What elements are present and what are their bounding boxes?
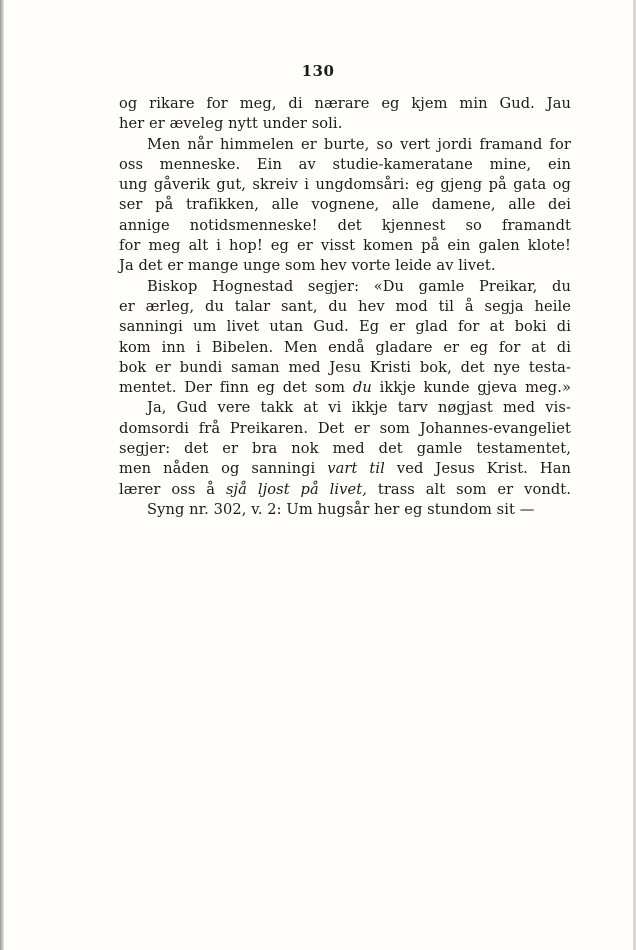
text-segment: bok er bundi saman med Jesu Kristi bok, det nye testa- — [119, 358, 571, 376]
text-segment: ved Jesus Krist. Han — [384, 460, 571, 478]
text-line — [119, 94, 571, 114]
text-segment: Ja, Gud vere takk at vi ikkje tarv nøgjast med vis- — [147, 399, 571, 417]
text-line — [119, 175, 571, 195]
text-segment: Biskop Hognestad segjer: «Du gamle Preikar, du — [147, 277, 571, 295]
text-segment: ser på trafikken, alle vognene, alle damene, alle dei — [119, 196, 571, 214]
text-line — [119, 236, 571, 256]
text-segment: Syng nr. 302, v. 2: Um hugsår her eg stundom sit — — [147, 500, 535, 518]
text-line — [119, 338, 571, 358]
page-number: 130 — [301, 62, 335, 80]
italic-text: sjå ljost på livet, — [225, 480, 367, 498]
text-line — [119, 135, 571, 155]
italic-text: vart til — [327, 460, 385, 478]
text-segment: ikkje kunde gjeva meg.» — [371, 379, 571, 397]
page-edge-shadow — [0, 0, 4, 950]
text-line — [119, 480, 571, 500]
text-segment: oss menneske. Ein av studie-kameratane mine, ein — [119, 155, 571, 173]
italic-text: du — [352, 379, 372, 397]
text-line — [119, 114, 571, 134]
text-segment: sanningi um livet utan Gud. Eg er glad for at boki di — [119, 318, 571, 336]
text-line — [119, 398, 571, 418]
text-segment: er ærleg, du talar sant, du hev mod til å segja heile — [119, 297, 571, 315]
text-segment: domsordi frå Preikaren. Det er som Johannes-evangeliet — [119, 419, 571, 437]
text-line — [119, 277, 571, 297]
text-segment: her er æveleg nytt under soli. — [119, 115, 343, 133]
text-line — [119, 317, 571, 337]
text-segment: ung gåverik gut, skreiv i ungdomsåri: eg gjeng på gata og — [119, 176, 571, 194]
text-segment: kom inn i Bibelen. Men endå gladare er eg for at di — [119, 338, 571, 356]
text-segment: men nåden og sanningi — [119, 460, 328, 478]
text-line — [119, 195, 571, 215]
text-line — [119, 439, 571, 459]
text-segment: mentet. Der finn eg det som — [119, 379, 353, 397]
text-line — [119, 297, 571, 317]
body-text — [119, 94, 571, 520]
text-line — [119, 155, 571, 175]
text-line — [119, 358, 571, 378]
text-segment: trass alt som er vondt. — [366, 480, 571, 498]
text-segment: og rikare for meg, di nærare eg kjem min Gud. Jau — [119, 95, 571, 112]
text-segment: for meg alt i hop! eg er visst komen på ein galen klote! — [119, 237, 571, 255]
text-segment: segjer: det er bra nok med det gamle testamentet, — [119, 440, 571, 458]
text-line — [119, 459, 571, 479]
text-segment: annige notidsmenneske! det kjennest so framandt — [119, 216, 571, 234]
text-segment: Men når himmelen er burte, so vert jordi framand for — [147, 135, 571, 153]
text-line — [119, 419, 571, 439]
text-line — [119, 378, 571, 398]
text-line — [119, 256, 571, 276]
text-segment: Ja det er mange unge som hev vorte leide av livet. — [119, 257, 496, 275]
text-line — [119, 216, 571, 236]
text-line — [119, 500, 571, 520]
text-segment: lærer oss å — [119, 480, 226, 498]
